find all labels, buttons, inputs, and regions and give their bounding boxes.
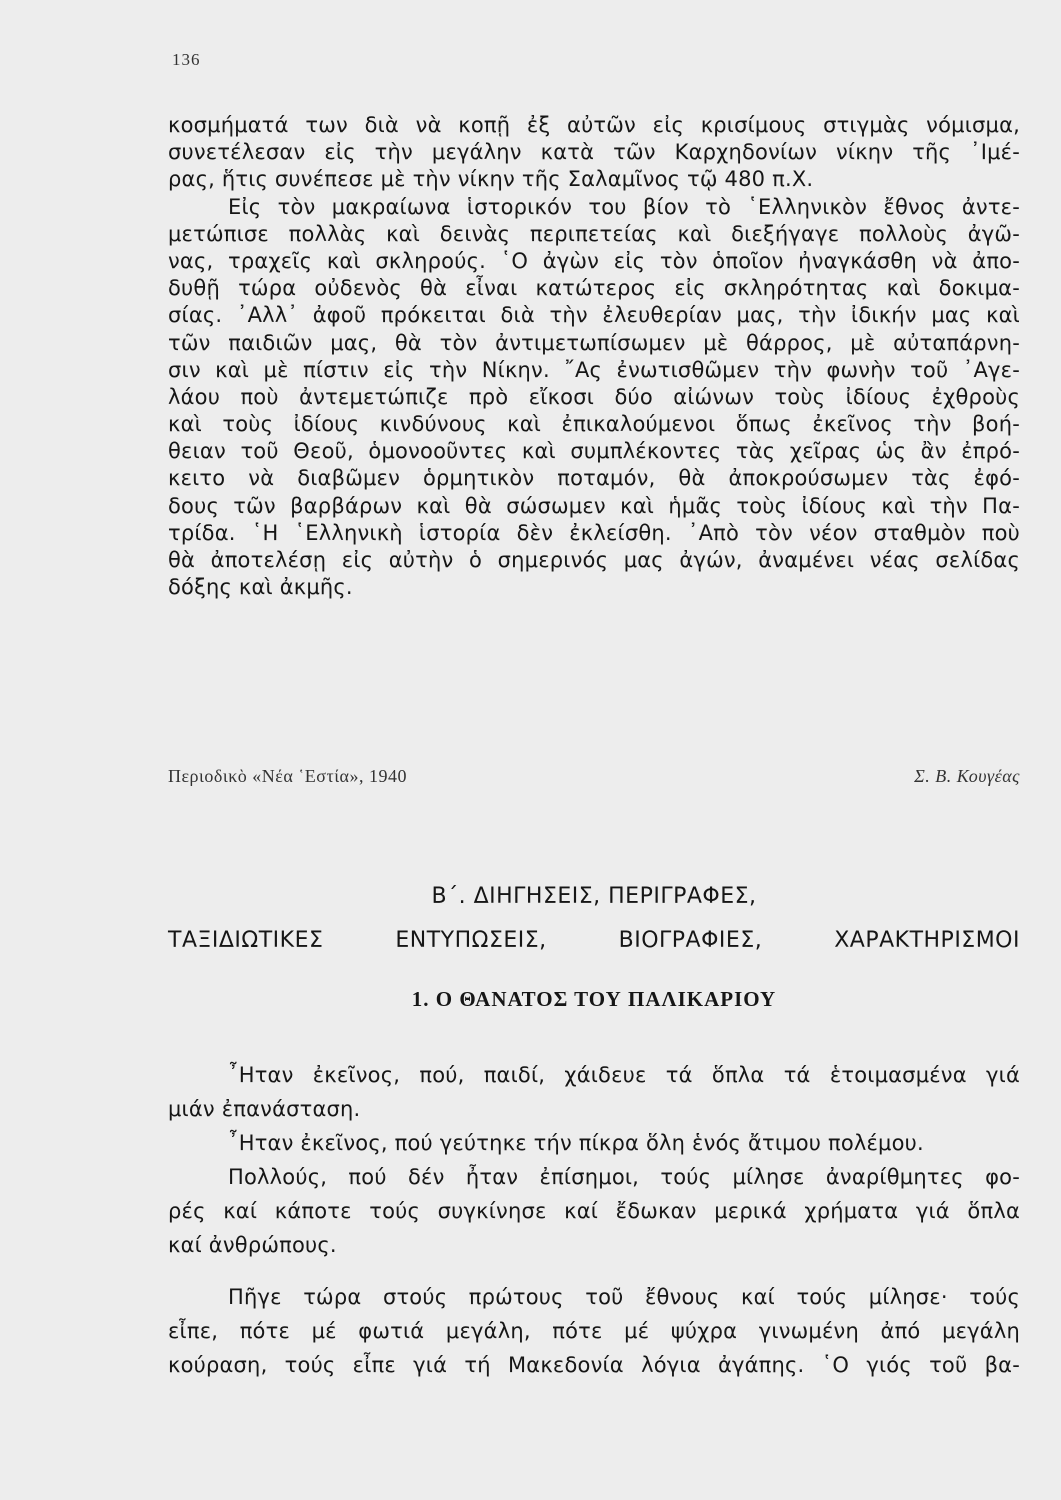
- text-line: σιν καὶ μὲ πίστιν εἰς τὴν Νίκην. ῎Ας ἐνωτισθῶμεν τὴν φωνὴν τοῦ ᾿Αγε-: [168, 357, 1020, 382]
- text-line: δυθῇ τώρα οὐδενὸς θὰ εἶναι κατώτερος εἰς σκληρότητας καὶ δοκιμα-: [168, 276, 1020, 301]
- text-line: καί ἀνθρώπους.: [168, 1233, 337, 1257]
- paragraph-gap: [168, 1262, 1020, 1280]
- text-line: νας, τραχεῖς καὶ σκληρούς. ῾Ο ἀγὼν εἰς τὸν ὁποῖον ἠναγκάσθη νὰ ἀπο-: [168, 248, 1020, 273]
- text-line: ῏Ηταν ἐκεῖνος, πού, παιδί, χάιδευε τά ὅπλα τά ἑτοιμασμένα γιά: [228, 1063, 1020, 1087]
- source-attribution: [168, 760, 1020, 790]
- second-paragraph: [168, 194, 1020, 602]
- text-line: δόξης καὶ ἀκμῆς.: [168, 575, 353, 600]
- text-line: σίας. ᾿Αλλ᾿ ἀφοῦ πρόκειται διὰ τὴν ἐλευθερίαν μας, τὴν ἰδικήν μας καὶ: [168, 303, 1020, 328]
- chapter-title: 1. Ο ΘΑΝΑΤΟΣ ΤΟΥ ΠΑΛΙΚΑΡΙΟΥ: [411, 987, 777, 1011]
- text-line: Πῆγε τώρα στούς πρώτους τοῦ ἔθνους καί τούς μίλησε· τούς: [228, 1285, 1020, 1309]
- text-line: καὶ τοὺς ἰδίους κινδύνους καὶ ἐπικαλούμενοι ὅπως ἐκεῖνος τὴν βοή-: [168, 412, 1020, 437]
- text-line: Εἰς τὸν μακραίωνα ἱστορικόν του βίον τὸ ῾Ελληνικὸν ἔθνος ἀντε-: [228, 194, 1020, 219]
- text-line: Πολλούς, πού δέν ἦταν ἐπίσημοι, τούς μίλησε ἀναρίθμητες φο-: [228, 1165, 1020, 1189]
- section-heading-line-2: ΤΑΞΙΔΙΩΤΙΚΕΣ ΕΝΤΥΠΩΣΕΙΣ, ΒΙΟΓΡΑΦΙΕΣ, ΧΑΡΑΚΤΗΡΙΣΜΟΙ: [168, 928, 1020, 953]
- text-line: δους τῶν βαρβάρων καὶ θὰ σώσωμεν καὶ ἡμᾶς τοὺς ἰδίους καὶ τὴν Πα-: [168, 493, 1020, 518]
- text-line: εἶπε, πότε μέ φωτιά μεγάλη, πότε μέ ψύχρα γινωμένη ἀπό μεγάλη: [168, 1319, 1020, 1343]
- story-text: [168, 1058, 1020, 1382]
- text-line: κούραση, τούς εἶπε γιά τή Μακεδονία λόγια ἀγάπης. ῾Ο γιός τοῦ βα-: [168, 1353, 1020, 1377]
- text-line: συνετέλεσαν εἰς τὴν μεγάλην κατὰ τῶν Καρχηδονίων νίκην τῆς ᾿Ιμέ-: [168, 140, 1020, 165]
- section-heading: [168, 880, 1020, 958]
- text-line: μετώπισε πολλὰς καὶ δεινὰς περιπετείας καὶ διεξήγαγε πολλοὺς ἀγῶ-: [168, 221, 1020, 246]
- source-publication: Περιοδικὸ «Νέα ῾Εστία», 1940: [168, 766, 407, 786]
- section-heading-line-1: Β΄. ΔΙΗΓΗΣΕΙΣ, ΠΕΡΙΓΡΑΦΕΣ,: [431, 884, 757, 909]
- source-author: Σ. Β. Κουγέας: [914, 766, 1020, 786]
- text-line: θὰ ἀποτελέσῃ εἰς αὐτὴν ὁ σημερινός μας ἀγών, ἀναμένει νέας σελίδας: [168, 548, 1020, 573]
- text-line: μιάν ἐπανάσταση.: [168, 1097, 361, 1121]
- text-line: λάου ποὺ ἀντεμετώπιζε πρὸ εἴκοσι δύο αἰώνων τοὺς ἰδίους ἐχθροὺς: [168, 384, 1020, 409]
- text-line: τῶν παιδιῶν μας, θὰ τὸν ἀντιμετωπίσωμεν μὲ θάρρος, μὲ αὐταπάρνη-: [168, 330, 1020, 355]
- text-line: κοσμήματά των διὰ νὰ κοπῇ ἐξ αὐτῶν εἰς κρισίμους στιγμὰς νόμισμα,: [168, 113, 1020, 137]
- text-line: θειαν τοῦ Θεοῦ, ὁμονοοῦντες καὶ συμπλέκοντες τὰς χεῖρας ὡς ἂν ἐπρό-: [168, 439, 1020, 464]
- text-line: ῏Ηταν ἐκεῖνος, πού γεύτηκε τήν πίκρα ὅλη ἑνός ἄτιμου πολέμου.: [228, 1131, 924, 1155]
- text-line: ρας, ἥτις συνέπεσε μὲ τὴν νίκην τῆς Σαλαμῖνος τῷ 480 π.Χ.: [168, 167, 814, 192]
- text-line: ρές καί κάποτε τούς συγκίνησε καί ἔδωκαν μερικά χρήματα γιά ὅπλα: [168, 1199, 1020, 1223]
- text-line: κειτο νὰ διαβῶμεν ὁρμητικὸν ποταμόν, θὰ ἀποκρούσωμεν τὰς ἐφό-: [168, 466, 1020, 491]
- top-paragraph: [168, 112, 1020, 194]
- page-number: 136: [172, 50, 201, 69]
- text-line: τρίδα. ῾Η ῾Ελληνικὴ ἱστορία δὲν ἐκλείσθη. ᾿Απὸ τὸν νέον σταθμὸν ποὺ: [168, 520, 1020, 545]
